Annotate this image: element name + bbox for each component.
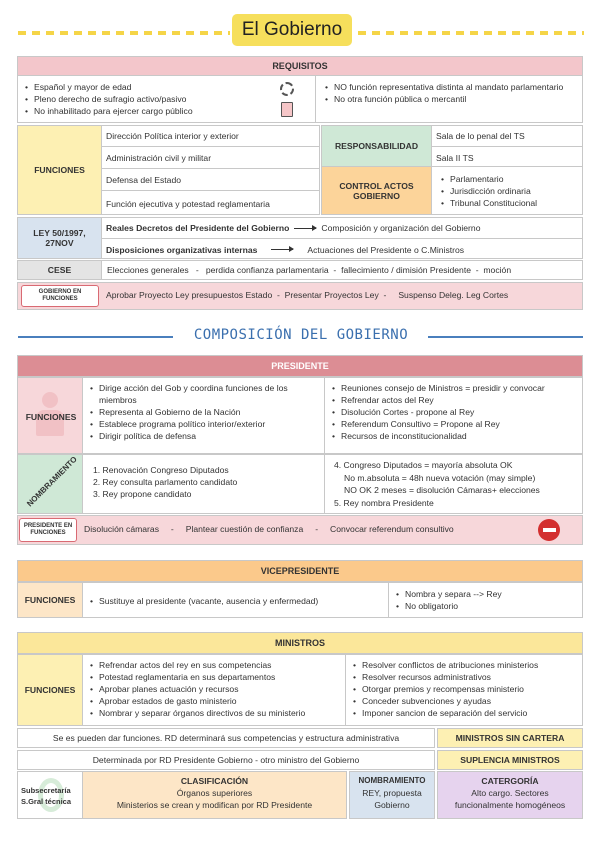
list-item: • Jurisdicción ordinaria [440,185,580,197]
ministros-funciones-label: FUNCIONES [17,654,83,726]
document-icon [281,102,293,117]
arrow-right-icon [271,249,293,250]
list-item: 5. Rey nombra Presidente [334,497,434,508]
composicion-line-left [18,336,173,338]
presidente-funciones-right [324,377,583,454]
list-item: • Resolver recursos administrativos [352,671,582,683]
vicepresidente-left-list [89,595,389,607]
list-item: Defensa del Estado [102,169,320,191]
sin-cartera-text: Se es pueden dar funciones. RD determinará sus competencias y estructura administrativa [17,728,435,748]
clasificacion-box [82,771,347,819]
list-item: • Imponer sancion de separación del servicio [352,707,582,719]
list-item: Ministerios se crean y modifican por RD Presidente [116,800,313,810]
presidente-en-funciones-label: PRESIDENTE EN FUNCIONES [19,518,77,542]
responsabilidad-label: RESPONSABILIDAD [321,125,432,167]
list-item: • Conceder subvenciones y ayudas [352,695,582,707]
list-item: • Dirigir política de defensa [89,430,321,442]
list-item: Órganos superiores [176,788,253,798]
list-item: Administración civil y militar [102,147,320,169]
ley-row-1 [102,218,583,239]
list-item: Gobierno [374,800,410,810]
list-item: • Sustituye al presidente (vacante, ausencia y enfermedad) [89,595,389,607]
page-title: El Gobierno [232,14,352,46]
arrow-right-icon [294,228,316,229]
ministros-left-list [89,659,345,719]
list-item: • Nombrar y separar órganos directivos de su ministerio [89,707,345,719]
list-item: • Aprobar planes actuación y recursos [89,683,345,695]
list-item: funcionalmente homogéneos [454,800,566,810]
funciones-label: FUNCIONES [17,125,102,215]
vicepresidente-header: VICEPRESIDENTE [17,560,583,582]
list-item: • Reuniones consejo de Ministros = presidir y convocar [331,382,581,394]
responsabilidad-list [431,125,583,167]
presidente-funciones-label-box [17,377,83,454]
nombramiento-ministros-label: NOMBRAMIENTO [358,776,426,785]
settings-icon [280,82,294,96]
nombramiento-left [82,454,325,514]
requisitos-left-list [24,81,294,117]
list-item: Alto cargo. Sectores [471,788,549,798]
presidente-left-list [89,382,321,442]
list-item: Dirección Política interior y exterior [102,126,320,147]
title-dash-left [18,31,230,35]
list-item: REY, propuesta [362,788,422,798]
funciones-list [101,125,320,215]
list-item: NO OK 2 meses = disolución Cámaras+ elecciones [344,485,540,495]
no-entry-icon [538,519,560,541]
list-item: • NO función representativa distinta al mandato parlamentario [324,81,574,93]
sin-cartera-label: MINISTROS SIN CARTERA [437,728,583,748]
list-item: • Español y mayor de edad [24,81,294,93]
list-item: • No obligatorio [395,600,580,612]
suplencia-text: Determinada por RD Presidente Gobierno - otro ministro del Gobierno [17,750,435,770]
clasificacion-label: CLASIFICACIÓN [180,776,249,786]
list-item: • No inhabilitado para ejercer cargo público [24,105,294,117]
suplencia-label: SUPLENCIA MINISTROS [437,750,583,770]
list-item: • Referendum Consultivo = Propone al Rey [331,418,581,430]
list-item: • Refrendar actos del Rey [331,394,581,406]
list-item: Sala II TS [436,152,474,163]
ley-label: LEY 50/1997, 27NOV [17,217,102,259]
list-item: Subsecretaría [21,786,71,795]
list-item: • Recursos de inconstitucionalidad [331,430,581,442]
ley-row-2-left: Disposiciones organizativas internas [106,244,258,255]
nombramiento-ministros-box [349,771,435,819]
list-item: Función ejecutiva y potestad reglamentaria [106,198,270,209]
list-item: • Otorgar premios y recompensas ministerio [352,683,582,695]
ley-row-2 [102,239,583,259]
nombramiento-label-box [17,454,83,514]
list-item: 2. Rey consulta parlamento candidato [93,477,238,487]
categoria-label: CATERGORÍA [481,776,539,786]
control-items [440,173,580,209]
presidente-header: PRESIDENTE [17,355,583,377]
nombramiento-right-lines [334,459,540,509]
ministros-right-list [352,659,582,719]
cese-text: Elecciones generales - perdida confianza parlamentaria - fallecimiento / dimisión Presidente - moción [101,260,583,280]
requisitos-right-list [324,81,574,105]
control-label: CONTROL ACTOS GOBIERNO [321,166,432,215]
composicion-line-right [428,336,583,338]
list-item: • Aprobar estados de gasto ministerio [89,695,345,707]
list-item: • Pleno derecho de sufragio activo/pasivo [24,93,294,105]
control-list [431,166,583,215]
vicepresidente-funciones-label: FUNCIONES [17,582,83,618]
ley-row-1-left: Reales Decretos del Presidente del Gobierno [106,223,290,233]
list-item: • Nombra y separa --> Rey [395,588,580,600]
presidente-en-funciones-text: Disolución cámaras - Plantear cuestión de confianza - Convocar referendum consultivo [84,524,454,534]
ley-row-2-right: Actuaciones del Presidente o C.Ministros [307,244,465,255]
cese-label: CESE [17,260,102,280]
ley-row-1-right: Composición y organización del Gobierno [321,223,481,233]
title-dash-right [358,31,584,35]
subsecretaria-lines [21,785,71,807]
composicion-title: COMPOSICIÓN DEL GOBIERNO [193,327,409,343]
list-item: • Establece programa político interior/exterior [89,418,321,430]
list-item: • Parlamentario [440,173,580,185]
ministros-left [82,654,346,726]
requisitos-box [17,75,583,123]
vicepresidente-right-list [395,588,580,612]
list-item: • Resolver conflictos de atribuciones ministerios [352,659,582,671]
list-item: Sala de lo penal del TS [432,126,583,147]
vicepresidente-right [388,582,583,618]
list-item: No m.absoluta = 48h nueva votación (may simple) [344,472,536,483]
nombramiento-right [324,454,583,514]
ministros-header: MINISTROS [17,632,583,654]
presidente-right-list [331,382,581,442]
nombramiento-left-lines [93,464,237,500]
list-item: • Representa al Gobierno de la Nación [89,406,321,418]
list-item: 3. Rey propone candidato [93,489,192,499]
list-item: • Potestad reglamentaria en sus departamentos [89,671,345,683]
ley-rows [101,217,583,259]
nombramiento-label: NOMBRAMIENTO [25,454,79,509]
categoria-box [437,771,583,819]
list-item: • Refrendar actos del rey en sus competencias [89,659,345,671]
requisitos-header: REQUISITOS [17,56,583,76]
list-item: S.Gral técnica [21,797,72,806]
list-item: • Dirige acción del Gob y coordina funciones de los miembros [89,382,321,406]
presidente-funciones-left [82,377,325,454]
list-item: 4. Congreso Diputados = mayoría absoluta OK [334,460,513,470]
list-item: • Tribunal Constitucional [440,197,580,209]
subsecretaria-box [17,771,83,819]
ministros-right [345,654,583,726]
list-item: 1. Renovación Congreso Diputados [93,465,229,475]
gobierno-funciones-text: Aprobar Proyecto Ley presupuestos Estado - Presentar Proyectos Ley - Suspenso Deleg. Leg Cortes [106,290,509,300]
list-item: • Disolución Cortes - propone al Rey [331,406,581,418]
requisitos-divider [315,76,316,123]
presidente-funciones-label: FUNCIONES [25,411,77,422]
gobierno-funciones-label: GOBIERNO EN FUNCIONES [21,285,99,307]
list-item: • No otra función pública o mercantil [324,93,574,105]
vicepresidente-left [82,582,389,618]
